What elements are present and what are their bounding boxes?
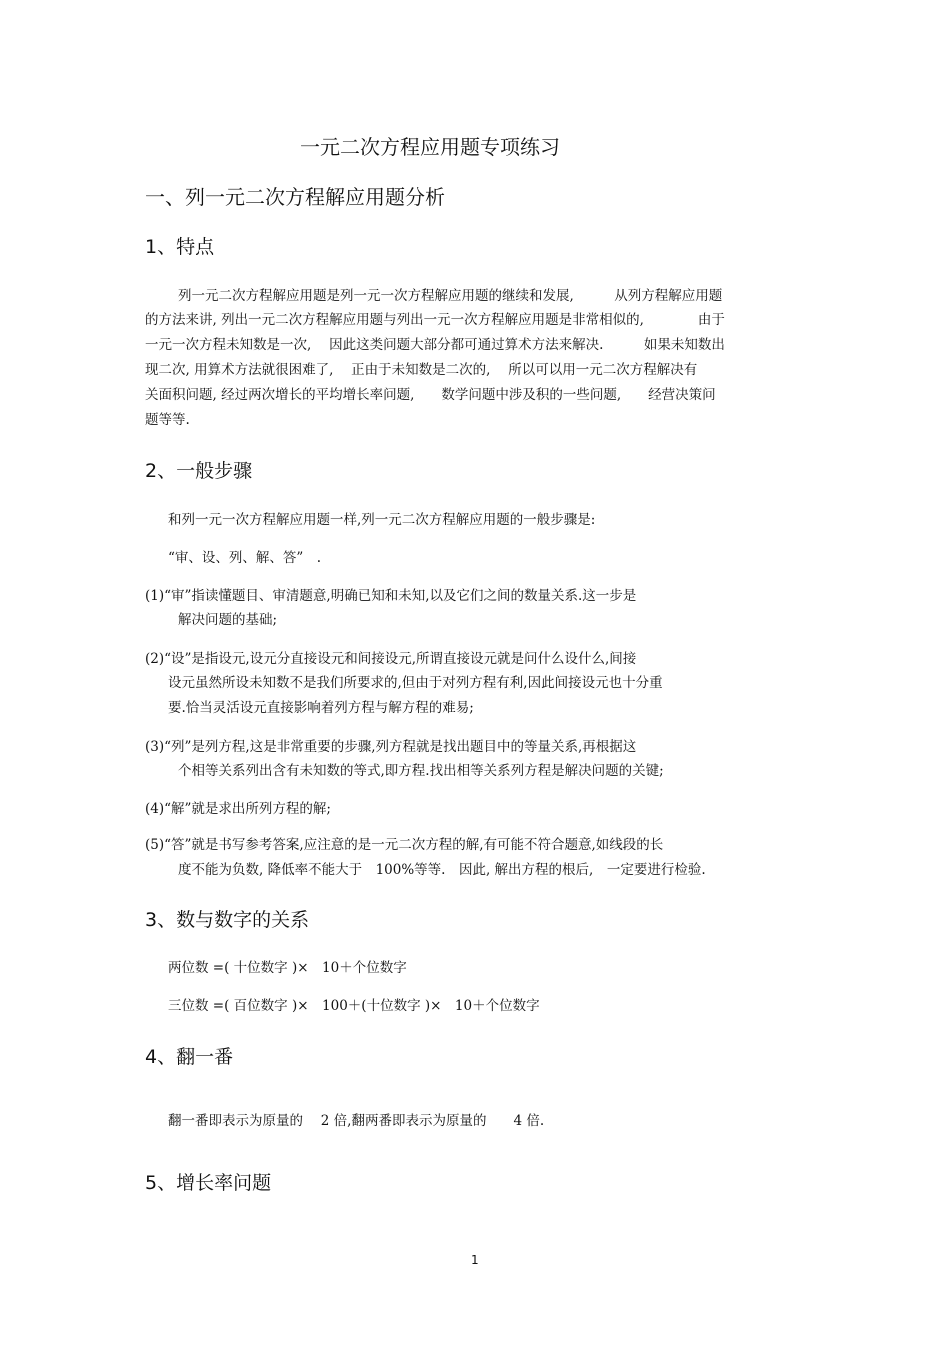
features-line: 列一元二次方程解应用题是列一元一次方程解应用题的继续和发展, 从列方程解应用题 [178, 288, 723, 304]
section-heading-analysis: 一、列一元二次方程解应用题分析 [145, 185, 445, 209]
step-item-line: 设元虽然所设未知数不是我们所要求的,但由于对列方程有利,因此间接设元也十分重 [168, 675, 663, 691]
steps-summary: “审、设、列、解、答” . [168, 550, 322, 566]
heading-doubling: 4、翻一番 [145, 1046, 234, 1068]
features-line: 现二次, 用算术方法就很困难了, 正由于未知数是二次的, 所以可以用一元二次方程解决有 [145, 362, 698, 378]
heading-number-digits: 3、数与数字的关系 [145, 909, 310, 931]
heading-growth-rate: 5、增长率问题 [145, 1172, 272, 1194]
heading-features: 1、特点 [145, 236, 215, 258]
step-item-line: 个相等关系列出含有未知数的等式,即方程.找出相等关系列方程是解决问题的关键; [178, 763, 664, 779]
features-line: 题等等. [145, 412, 190, 428]
page-number: 1 [471, 1253, 479, 1267]
step-item-line: 解决问题的基础; [178, 612, 278, 628]
steps-intro: 和列一元一次方程解应用题一样,列一元二次方程解应用题的一般步骤是: [168, 512, 596, 528]
step-item-line: (1)“审”指读懂题目、审清题意,明确已知和未知,以及它们之间的数量关系.这一步是 [145, 588, 637, 604]
step-item-line: (2)“设”是指设元,设元分直接设元和间接设元,所谓直接设元就是问什么设什么,间接 [145, 651, 637, 667]
features-line: 的方法来讲, 列出一元二次方程解应用题与列出一元一次方程解应用题是非常相似的, 由于 [145, 312, 725, 328]
step-item-line: (4)“解”就是求出所列方程的解; [145, 801, 331, 817]
step-item-line: (3)“列”是列方程,这是非常重要的步骤,列方程就是找出题目中的等量关系,再根据这 [145, 739, 637, 755]
features-line: 一元一次方程未知数是一次, 因此这类问题大部分都可通过算术方法来解决. 如果未知数出 [145, 337, 725, 353]
document-title: 一元二次方程应用题专项练习 [300, 135, 560, 159]
formula-three-digit: 三位数 =( 百位数字 )× 100＋(十位数字 )× 10＋个位数字 [168, 998, 540, 1014]
features-line: 关面积问题, 经过两次增长的平均增长率问题, 数学问题中涉及积的一些问题, 经营决策问 [145, 387, 716, 403]
step-item-line: 度不能为负数, 降低率不能大于 100%等等. 因此, 解出方程的根后, 一定要进行检验. [178, 862, 706, 878]
step-item-line: 要.恰当灵活设元直接影响着列方程与解方程的难易; [168, 700, 474, 716]
doubling-text: 翻一番即表示为原量的 2 倍,翻两番即表示为原量的 4 倍. [168, 1113, 545, 1129]
heading-general-steps: 2、一般步骤 [145, 460, 253, 482]
formula-two-digit: 两位数 =( 十位数字 )× 10＋个位数字 [168, 960, 407, 976]
step-item-line: (5)“答”就是书写参考答案,应注意的是一元二次方程的解,有可能不符合题意,如线段的长 [145, 837, 664, 853]
